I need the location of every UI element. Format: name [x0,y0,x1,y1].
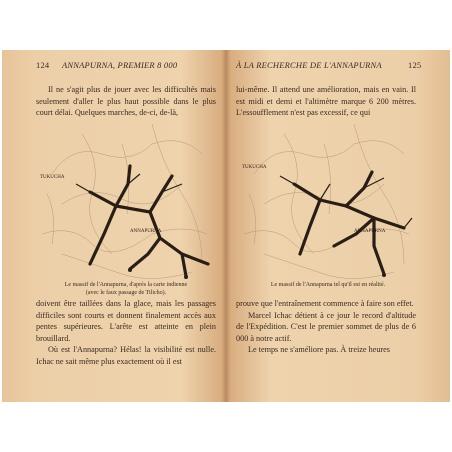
left-bottom-paragraph-2: Où est l'Annapurna? Hélas! la visibilité est nulle. Ichac ne sait même plus exactement où il est [36,345,216,366]
left-caption-line1: Le massif de l'Annapurna, d'après la carte indienne [64,282,188,288]
left-map-label-annapurna: ANNAPURNA [130,229,162,234]
right-bottom-paragraph-3: Le temps ne s'améliore pas. À treize heures [248,345,390,355]
open-book [2,50,450,402]
left-top-paragraph: Il ne s'agit plus de jouer avec les difficultés mais seulement d'aller le plus haut possible dans le plus court délai. Quelques marches, de-ci, de-là, [36,85,216,118]
right-bottom-paragraph-2: Marcel Ichac détient à ce jour le record d'altitude de l'Expédition. C'est le premier sommet de plus de 6 000 à notre actif. [236,310,416,343]
right-page [226,50,450,402]
right-running-title: À LA RECHERCHE DE L'ANNAPURNA [236,60,382,70]
left-map-label-tukucha: TUKUCHA [40,175,65,180]
left-bottom-text [36,298,216,368]
map-point-icon [184,275,188,279]
left-caption-line2: (avec le faux passage de Tilicho). [85,289,167,296]
right-map-figure [234,114,420,284]
right-top-paragraph: lui-même. Il attend une amélioration, mais en vain. Il est midi et demi et l'altimètre marque 6 200 mètres. L'essoufflement n'est pas excessif, ce qui [236,85,416,118]
right-bottom-paragraph-1: prouve que l'entraînement commence à faire son effet. [236,299,414,308]
left-page-number: 124 [36,60,50,70]
left-running-title: ANNAPURNA, PREMIER 8 000 [62,60,178,70]
left-map-figure [32,114,218,284]
left-bottom-paragraph-1: doivent être taillées dans la glace, mais les passages difficiles sont courts et donnent finalement accès aux pentes supérieures. L'arête est atteinte en plein brouillard. [36,299,216,343]
left-caption [36,282,216,297]
left-page [2,50,226,402]
right-map-label-annapurna: ANNAPURNA [354,229,386,234]
right-caption [238,282,418,290]
right-map-label-tukucha: TUKUCHA [242,165,267,170]
right-page-number: 125 [408,60,422,70]
right-caption-line: Le massif de l'Annapurna tel qu'il est en réalité. [270,282,386,288]
right-bottom-text [236,298,416,356]
